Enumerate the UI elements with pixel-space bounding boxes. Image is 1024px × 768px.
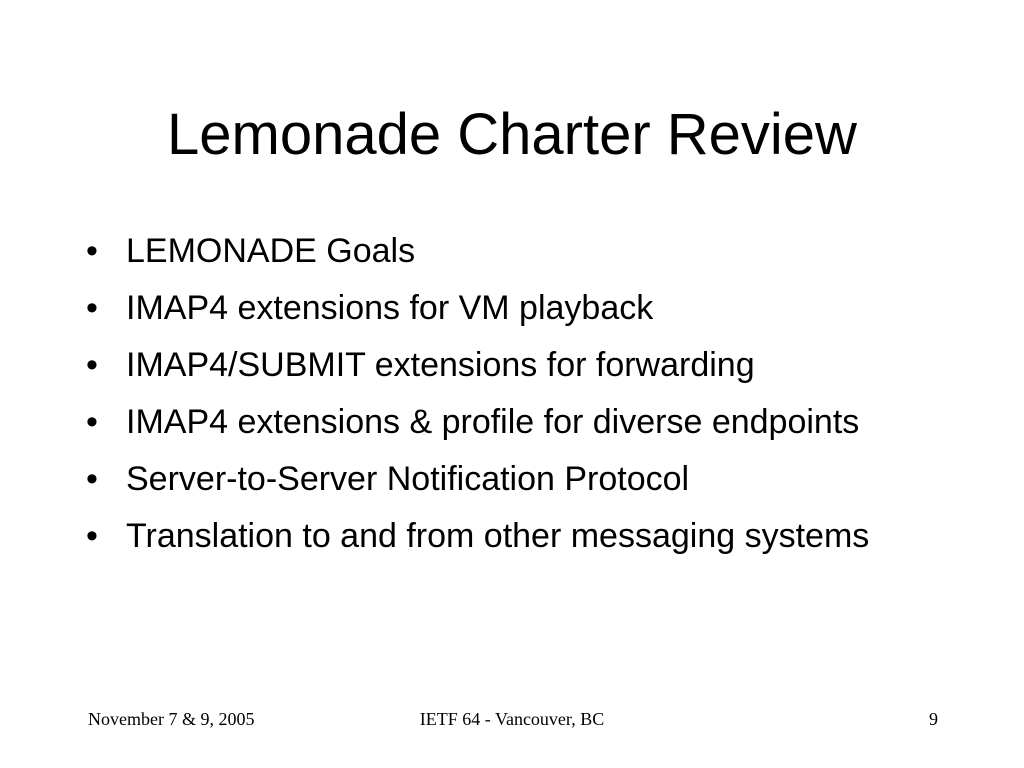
bullet-item (86, 285, 946, 332)
bullet-item (86, 342, 946, 389)
footer-date: November 7 & 9, 2005 (88, 709, 255, 729)
bullet-icon: • (86, 346, 98, 384)
footer-page-number: 9 (929, 709, 938, 729)
bullet-text: Server-to-Server Notification Protocol (126, 460, 690, 498)
footer-event: IETF 64 - Vancouver, BC (419, 709, 605, 729)
bullet-text: IMAP4 extensions for VM playback (126, 289, 654, 327)
bullet-text: IMAP4/SUBMIT extensions for forwarding (126, 346, 755, 384)
bullet-list (86, 228, 946, 570)
bullet-item (86, 228, 946, 275)
slide-title: Lemonade Charter Review (167, 102, 857, 167)
bullet-icon: • (86, 517, 98, 555)
bullet-text: LEMONADE Goals (126, 232, 416, 270)
bullet-icon: • (86, 460, 98, 498)
bullet-icon: • (86, 289, 98, 327)
bullet-icon: • (86, 403, 98, 441)
bullet-icon: • (86, 232, 98, 270)
bullet-text: IMAP4 extensions & profile for diverse endpoints (126, 403, 860, 441)
bullet-text: Translation to and from other messaging systems (126, 517, 870, 555)
bullet-item (86, 399, 946, 446)
bullet-item (86, 513, 946, 560)
bullet-item (86, 456, 946, 503)
